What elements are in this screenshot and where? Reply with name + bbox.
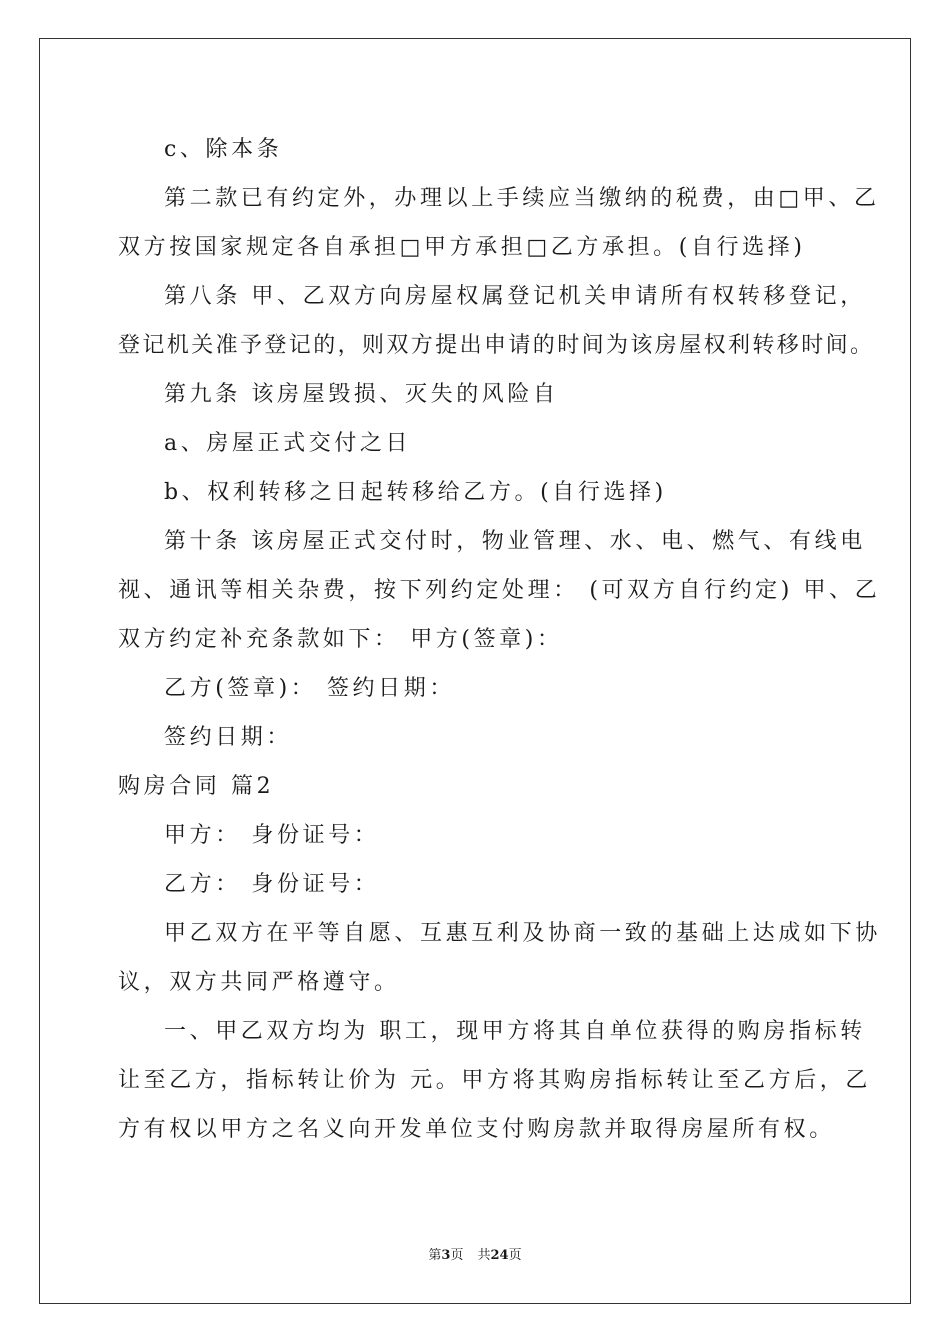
paragraph-line: c、除本条 [164,137,283,162]
paragraph-line: 登记机关准予登记的，则双方提出申请的时间为该房屋权利转移时间。 [118,333,875,358]
party-a-line: 甲方： 身份证号： [164,823,380,848]
paragraph-line: 视、通讯等相关杂费，按下列约定处理： (可双方自行约定) 甲、乙 [118,578,881,603]
page-footer [0,1246,950,1266]
article-8-line: 第八条 甲、乙双方向房屋权属登记机关申请所有权转移登记， [164,284,866,309]
page-prefix: 第 [428,1248,442,1263]
paragraph-line: 让至乙方，指标转让价为 元。甲方将其购房指标转让至乙方后，乙 [118,1068,871,1093]
page-suffix: 页 [450,1248,464,1263]
document-body [118,125,881,1154]
paragraph-line: 双方约定补充条款如下： 甲方(签章)： [118,627,563,652]
paragraph-line: b、权利转移之日起转移给乙方。(自行选择) [164,480,667,505]
signing-date-line: 签约日期： [164,725,293,750]
article-9-line: 第九条 该房屋毁损、灭失的风险自 [164,382,559,407]
signature-line: 乙方(签章)： 签约日期： [164,676,455,701]
paragraph-line: 议，双方共同严格遵守。 [118,970,400,995]
paragraph-line: a、房屋正式交付之日 [164,431,412,456]
total-suffix: 页 [508,1248,522,1263]
party-b-line: 乙方： 身份证号： [164,872,380,897]
paragraph-line: 第二款已有约定外，办理以上手续应当缴纳的税费，由□甲、乙 [164,186,880,211]
paragraph-line: 甲乙双方在平等自愿、互惠互利及协商一致的基础上达成如下协 [164,921,881,946]
article-10-line: 第十条 该房屋正式交付时，物业管理、水、电、燃气、有线电 [164,529,866,554]
paragraph-line: 双方按国家规定各自承担□甲方承担□乙方承担。(自行选择) [118,235,806,260]
paragraph-line: 方有权以甲方之名义向开发单位支付购房款并取得房屋所有权。 [118,1117,835,1142]
page-number: 3 [441,1248,451,1263]
clause-1-line: 一、甲乙双方均为 职工，现甲方将其自单位获得的购房指标转 [164,1019,866,1044]
section-heading: 购房合同 篇2 [118,774,275,799]
total-prefix: 共 [477,1248,491,1263]
total-pages: 24 [490,1248,509,1263]
